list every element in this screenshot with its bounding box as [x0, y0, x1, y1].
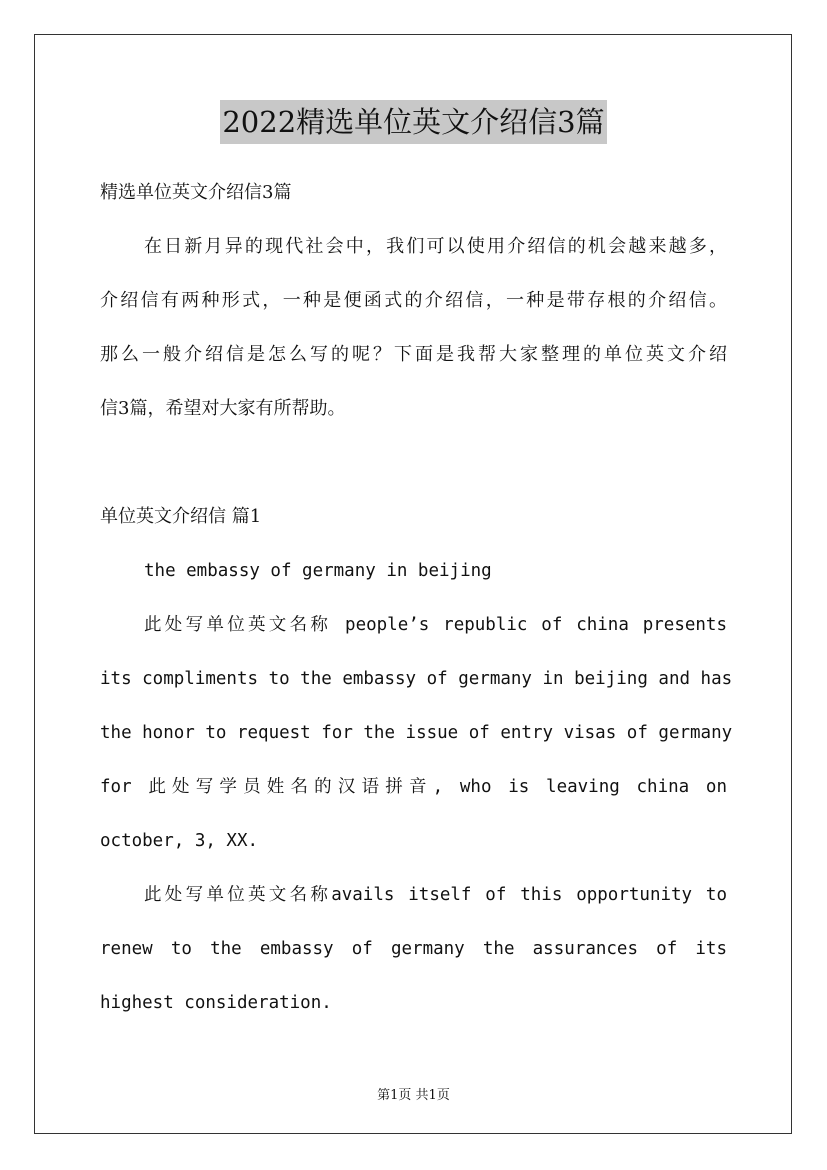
intro-line: 介绍信有两种形式，一种是便函式的介绍信，一种是带存根的介绍信。 — [100, 290, 727, 311]
letter-paragraph-line: highest consideration. — [100, 993, 332, 1013]
letter-paragraph-line: for 此处写学员姓名的汉语拼音, who is leaving china on — [100, 777, 727, 797]
letter-paragraph-line: 此处写单位英文名称avails itself of this opportunity to — [144, 885, 727, 905]
intro-line: 那么一般介绍信是怎么写的呢？下面是我帮大家整理的单位英文介绍 — [100, 344, 727, 365]
page-footer: 第1页 共1页 — [377, 1088, 450, 1103]
intro-line: 信3篇，希望对大家有所帮助。 — [100, 398, 346, 419]
letter-paragraph-line: 此处写单位英文名称 people’s republic of china presents — [144, 615, 727, 635]
letter-addressee: the embassy of germany in beijing — [144, 561, 492, 581]
letter-paragraph-line: october, 3, XX. — [100, 831, 259, 851]
letter-paragraph-line: the honor to request for the issue of entry visas of germany — [100, 723, 733, 743]
document-title: 2022精选单位英文介绍信3篇 — [220, 100, 606, 144]
title-container — [0, 100, 827, 144]
document-subtitle: 精选单位英文介绍信3篇 — [100, 182, 292, 203]
letter-paragraph-line: its compliments to the embassy of germany in beijing and has — [100, 669, 733, 689]
document-body — [100, 176, 733, 1040]
spacer — [100, 446, 727, 500]
letter-paragraph-line: renew to the embassy of germany the assurances of its — [100, 939, 727, 959]
section-heading: 单位英文介绍信 篇1 — [100, 506, 262, 527]
intro-line: 在日新月异的现代社会中，我们可以使用介绍信的机会越来越多， — [144, 236, 727, 257]
